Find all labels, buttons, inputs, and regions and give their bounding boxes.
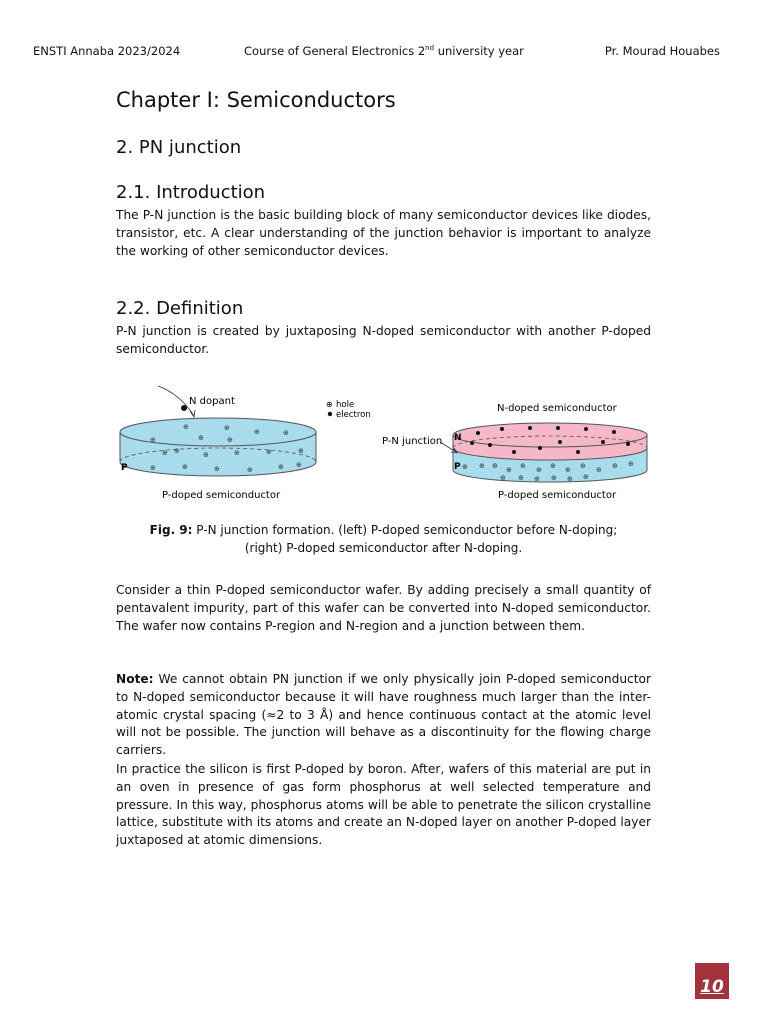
svg-text:⊕: ⊕ <box>520 462 526 470</box>
svg-text:⊕: ⊕ <box>234 449 240 457</box>
right-p-letter: P <box>454 462 461 472</box>
note-label: Note: <box>116 672 154 686</box>
svg-text:⊕: ⊕ <box>583 473 589 481</box>
note-text: We cannot obtain PN junction if we only physically join P-doped semiconductor to N-doped semiconductor because it will have roughness much larger than the inter-atomic crystal spacing (≈2 to 3 Å) and hence continuous contact at the atomic level will not be possible. The junction will behave as a discontinuity for the flowing charge carriers. <box>116 672 651 758</box>
header-author: Pr. Mourad Houabes <box>604 44 720 58</box>
caption-line2: (right) P-doped semiconductor after N-doping. <box>244 541 523 555</box>
right-n-letter: N <box>454 433 462 443</box>
electron-icon <box>328 412 332 416</box>
svg-text:⊕: ⊕ <box>174 447 180 455</box>
svg-text:⊕: ⊕ <box>182 463 188 471</box>
right-p-doped-label: P-doped semiconductor <box>498 490 617 501</box>
svg-text:⊕: ⊕ <box>214 465 220 473</box>
svg-text:⊕: ⊕ <box>283 429 289 437</box>
svg-text:⊕: ⊕ <box>162 449 168 457</box>
svg-text:⊕: ⊕ <box>266 448 272 456</box>
intro-title: 2.1. Introduction <box>116 182 266 203</box>
svg-text:⊕: ⊕ <box>506 466 512 474</box>
svg-text:⊕: ⊕ <box>628 460 634 468</box>
right-n-layer <box>453 423 647 460</box>
n-dopant-label: N dopant <box>189 396 235 407</box>
svg-text:⊕: ⊕ <box>198 434 204 442</box>
svg-text:⊕: ⊕ <box>224 424 230 432</box>
svg-text:⊕: ⊕ <box>565 466 571 474</box>
figure-caption <box>116 521 651 557</box>
section-title: 2. PN junction <box>116 137 242 158</box>
svg-text:⊕: ⊕ <box>612 462 618 470</box>
pn-junction-label: P-N junction <box>382 436 443 447</box>
svg-text:⊕: ⊕ <box>580 462 586 470</box>
definition-title: 2.2. Definition <box>116 298 244 319</box>
svg-text:⊕: ⊕ <box>550 462 556 470</box>
svg-text:⊕: ⊕ <box>227 436 233 444</box>
pn-junction-figure <box>110 380 670 505</box>
header-course <box>244 44 524 58</box>
svg-text:⊕: ⊕ <box>254 428 260 436</box>
page-number: 10 <box>695 963 729 999</box>
svg-text:⊕: ⊕ <box>150 464 156 472</box>
note-paragraph <box>116 671 651 760</box>
svg-text:⊕: ⊕ <box>534 475 540 483</box>
header-course-text: Course of General Electronics 2 <box>244 44 426 58</box>
svg-text:⊕: ⊕ <box>296 461 302 469</box>
legend-electron: electron <box>336 410 371 420</box>
caption-label: Fig. 9: <box>149 523 193 537</box>
svg-text:⊕: ⊕ <box>518 474 524 482</box>
svg-text:⊕: ⊕ <box>500 474 506 482</box>
svg-text:⊕: ⊕ <box>247 466 253 474</box>
wafer-paragraph: Consider a thin P-doped semiconductor wafer. By adding precisely a small quantity of pentavalent impurity, part of this wafer can be converted into N-doped semiconductor. The wafer now contains P-region and N-region and a junction between them. <box>116 583 651 633</box>
svg-text:⊕: ⊕ <box>551 474 557 482</box>
svg-text:⊕: ⊕ <box>596 466 602 474</box>
practice-paragraph: In practice the silicon is first P-doped by boron. After, wafers of this material are put in an oven in presence of gas form phosphorus at well selected temperature and pressure. In this way, phosphorus atoms will be able to penetrate the silicon crystalline lattice, substitute with its atoms and create an N-doped layer on another P-doped layer juxtaposed at atomic dimensions. <box>116 762 651 848</box>
svg-text:⊕: ⊕ <box>492 462 498 470</box>
chapter-title: Chapter I: Semiconductors <box>116 88 396 112</box>
caption-line1: P-N junction formation. (left) P-doped semiconductor before N-doping; <box>192 523 618 537</box>
svg-text:⊕: ⊕ <box>567 475 573 483</box>
header-course-tail: university year <box>434 44 524 58</box>
svg-text:⊕: ⊕ <box>183 423 189 431</box>
figure-legend <box>326 400 371 420</box>
left-p-doped-label: P-doped semiconductor <box>162 490 281 501</box>
legend-hole: hole <box>336 400 355 410</box>
definition-paragraph: P-N junction is created by juxtaposing N-doped semiconductor with another P-doped semiconductor. <box>116 324 651 356</box>
svg-text:⊕: ⊕ <box>278 463 284 471</box>
svg-text:⊕: ⊕ <box>298 447 304 455</box>
header-course-sup: nd <box>425 44 435 53</box>
svg-text:⊕: ⊕ <box>536 466 542 474</box>
svg-text:⊕: ⊕ <box>462 463 468 471</box>
left-p-letter: P <box>121 463 128 473</box>
intro-paragraph: The P-N junction is the basic building block of many semiconductor devices like diodes, transistor, etc. A clear understanding of the junction behavior is important to analyze the working of other semiconductor devices. <box>116 208 651 258</box>
svg-text:⊕: ⊕ <box>203 451 209 459</box>
hole-icon: ⊕ <box>326 400 333 409</box>
right-n-doped-label: N-doped semiconductor <box>497 403 617 414</box>
svg-text:⊕: ⊕ <box>479 462 485 470</box>
svg-text:⊕: ⊕ <box>150 436 156 444</box>
header-institution: ENSTI Annaba 2023/2024 <box>33 44 181 58</box>
